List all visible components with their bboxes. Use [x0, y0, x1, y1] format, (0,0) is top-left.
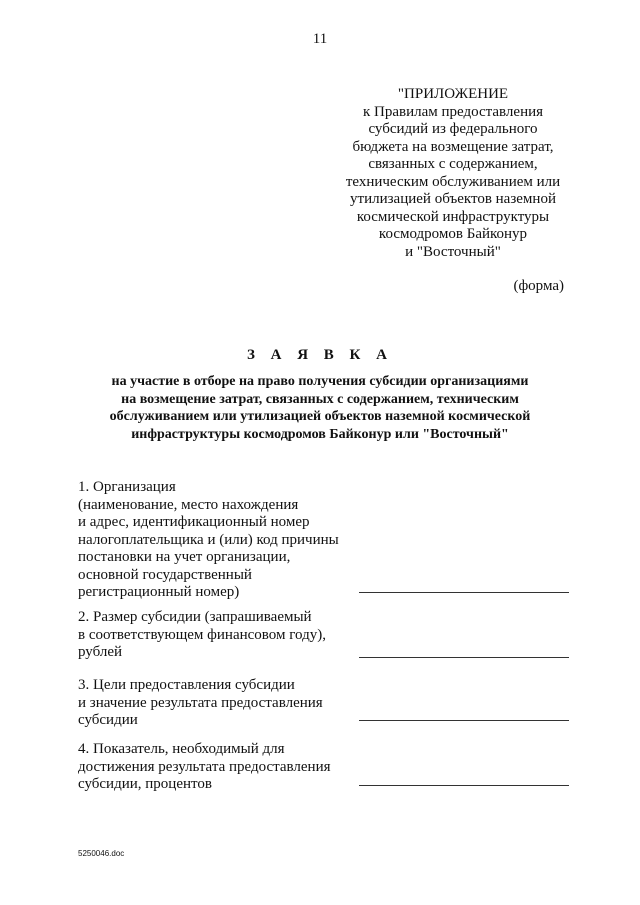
page-number: 11 — [312, 31, 328, 47]
item-line: основной государственный — [78, 566, 252, 583]
indicator-fill-line[interactable] — [359, 785, 569, 786]
appendix-line: космической инфраструктуры — [356, 208, 550, 225]
subtitle-line: обслуживанием или утилизацией объектов наземной космической — [109, 409, 531, 424]
appendix-line: субсидий из федерального — [368, 121, 538, 137]
item-line: в соответствующем финансовом году), — [78, 626, 326, 643]
item-line: и адрес, идентификационный номер — [78, 514, 310, 530]
item-line: субсидии — [78, 712, 138, 728]
appendix-line: техническим обслуживанием или — [345, 173, 561, 190]
organization-fill-line[interactable] — [359, 592, 569, 593]
form-item-subsidy-goals — [78, 677, 323, 730]
subtitle-line: на возмещение затрат, связанных с содержанием, техническим — [121, 391, 519, 407]
footer-file-code: 5250046.doc — [78, 849, 125, 858]
appendix-line: к Правилам предоставления — [362, 103, 544, 120]
form-item-subsidy-amount — [78, 609, 326, 662]
item-line: регистрационный номер) — [78, 584, 240, 600]
item-line: налогоплательщика и (или) код причины — [78, 531, 339, 548]
item-line: и значение результата предоставления — [78, 694, 323, 711]
item-line: 3. Цели предоставления субсидии — [78, 677, 295, 693]
form-item-indicator — [78, 741, 331, 794]
appendix-line: утилизацией объектов наземной — [350, 191, 556, 207]
item-line: постановки на учет организации, — [78, 549, 291, 565]
item-line: 1. Организация — [78, 479, 176, 495]
appendix-line: и "Восточный" — [405, 243, 501, 260]
appendix-line: бюджета на возмещение затрат, — [352, 138, 554, 155]
document-title: З А Я В К А — [246, 347, 394, 363]
item-line: рублей — [78, 644, 123, 660]
document-subtitle — [80, 373, 560, 443]
item-line: 4. Показатель, необходимый для — [78, 741, 285, 757]
appendix-line: космодромов Байконур — [378, 226, 528, 242]
subsidy-goals-fill-line[interactable] — [359, 720, 569, 721]
appendix-line: связанных с содержанием, — [368, 156, 538, 172]
subtitle-line: инфраструктуры космодромов Байконур или "Восточный" — [131, 426, 509, 442]
subtitle-line: на участие в отборе на право получения субсидии организациями — [111, 374, 529, 389]
appendix-line: "ПРИЛОЖЕНИЕ — [397, 86, 509, 102]
item-line: достижения результата предоставления — [78, 758, 331, 775]
item-line: 2. Размер субсидии (запрашиваемый — [78, 609, 312, 625]
item-line: (наименование, место нахождения — [78, 496, 299, 513]
form-label: (форма) — [513, 278, 564, 294]
form-item-organization — [78, 479, 339, 602]
appendix-header — [312, 86, 594, 261]
subsidy-amount-fill-line[interactable] — [359, 657, 569, 658]
item-line: субсидии, процентов — [78, 776, 212, 792]
